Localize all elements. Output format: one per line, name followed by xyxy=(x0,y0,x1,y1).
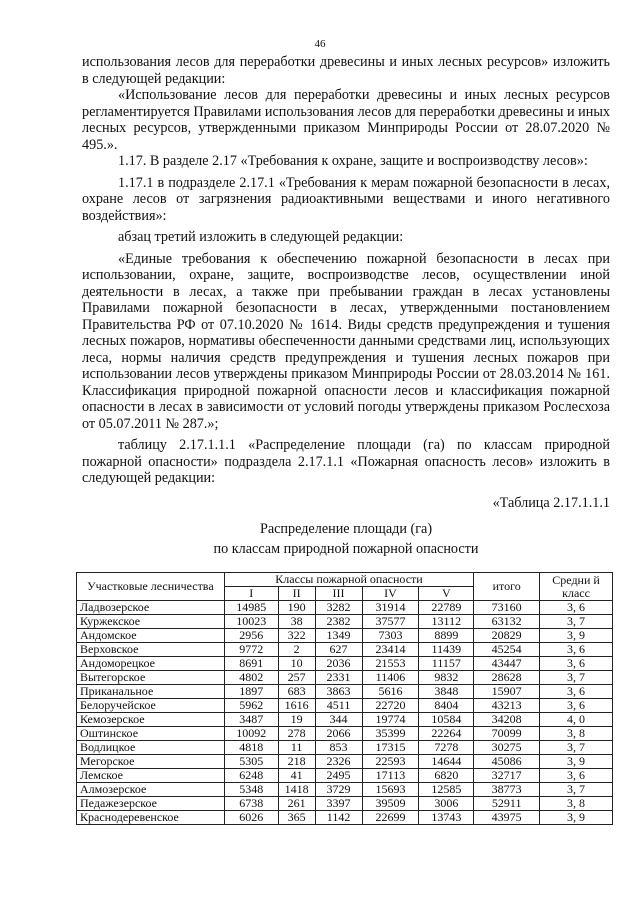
value-cell: 6248 xyxy=(224,769,278,783)
value-cell: 1418 xyxy=(278,783,315,797)
paragraph: таблицу 2.17.1.1.1 «Распределение площади (га) по классам природной пожарной опасности» подраздела 2.17.1.1 «Пожарная опасность лесов» изложить в следующей редакции: xyxy=(82,437,610,486)
forestry-name-cell: Куржекское xyxy=(77,615,225,629)
table-reference: «Таблица 2.17.1.1.1 xyxy=(492,494,610,511)
value-cell: 12585 xyxy=(419,783,474,797)
value-cell: 1897 xyxy=(224,685,278,699)
value-cell: 261 xyxy=(278,797,315,811)
document-body xyxy=(82,54,610,557)
value-cell: 43975 xyxy=(474,811,540,825)
value-cell: 7303 xyxy=(362,629,419,643)
value-cell: 10 xyxy=(278,657,315,671)
value-cell: 14644 xyxy=(419,755,474,769)
value-cell: 3, 8 xyxy=(540,797,613,811)
value-cell: 853 xyxy=(315,741,362,755)
value-cell: 30275 xyxy=(474,741,540,755)
value-cell: 3848 xyxy=(419,685,474,699)
forestry-name-cell: Верховское xyxy=(77,643,225,657)
value-cell: 3, 9 xyxy=(540,811,613,825)
value-cell: 15693 xyxy=(362,783,419,797)
value-cell: 2495 xyxy=(315,769,362,783)
value-cell: 1349 xyxy=(315,629,362,643)
table-row xyxy=(77,713,613,727)
value-cell: 3, 7 xyxy=(540,615,613,629)
forestry-name-cell: Водлицкое xyxy=(77,741,225,755)
forestry-name-cell: Андоморецкое xyxy=(77,657,225,671)
value-cell: 8899 xyxy=(419,629,474,643)
value-cell: 11406 xyxy=(362,671,419,685)
value-cell: 4802 xyxy=(224,671,278,685)
table-row xyxy=(77,755,613,769)
forestry-name-cell: Алмозерское xyxy=(77,783,225,797)
value-cell: 344 xyxy=(315,713,362,727)
forestry-name-cell: Краснодеревенское xyxy=(77,811,225,825)
value-cell: 4511 xyxy=(315,699,362,713)
value-cell: 3, 6 xyxy=(540,643,613,657)
value-cell: 627 xyxy=(315,643,362,657)
table-title: Распределение площади (га) xyxy=(259,521,433,537)
value-cell: 322 xyxy=(278,629,315,643)
value-cell: 5305 xyxy=(224,755,278,769)
value-cell: 43447 xyxy=(474,657,540,671)
value-cell: 9832 xyxy=(419,671,474,685)
value-cell: 3, 6 xyxy=(540,769,613,783)
value-cell: 2066 xyxy=(315,727,362,741)
value-cell: 365 xyxy=(278,811,315,825)
value-cell: 20829 xyxy=(474,629,540,643)
value-cell: 70099 xyxy=(474,727,540,741)
header-class: I xyxy=(224,587,278,601)
table-subtitle: по классам природной пожарной опасности xyxy=(213,540,479,557)
value-cell: 4818 xyxy=(224,741,278,755)
value-cell: 190 xyxy=(278,601,315,615)
value-cell: 3, 6 xyxy=(540,699,613,713)
table-row xyxy=(77,699,613,713)
forestry-name-cell: Белоручейское xyxy=(77,699,225,713)
header-total: итого xyxy=(474,573,540,601)
value-cell: 41 xyxy=(278,769,315,783)
paragraph: 1.17. В разделе 2.17 «Требования к охране, защите и воспроизводству лесов»: xyxy=(118,153,588,169)
value-cell: 5962 xyxy=(224,699,278,713)
forestry-name-cell: Лемское xyxy=(77,769,225,783)
table-row xyxy=(77,769,613,783)
page-number: 46 xyxy=(314,38,326,50)
table-row xyxy=(77,671,613,685)
header-forestry: Участковые лесничества xyxy=(77,573,225,601)
value-cell: 35399 xyxy=(362,727,419,741)
value-cell: 8691 xyxy=(224,657,278,671)
value-cell: 3, 6 xyxy=(540,685,613,699)
value-cell: 2326 xyxy=(315,755,362,769)
forestry-name-cell: Андомское xyxy=(77,629,225,643)
value-cell: 10584 xyxy=(419,713,474,727)
value-cell: 22699 xyxy=(362,811,419,825)
value-cell: 11157 xyxy=(419,657,474,671)
paragraph: «Использование лесов для переработки древесины и иных лесных ресурсов регламентируется Правилами использования лесов для переработки древесины и иных лесных ресурсов, утвержденными приказом Минприроды России от 28.07.2020 № 495.». xyxy=(82,87,610,153)
value-cell: 3, 6 xyxy=(540,601,613,615)
value-cell: 6820 xyxy=(419,769,474,783)
value-cell: 3729 xyxy=(315,783,362,797)
value-cell: 3, 9 xyxy=(540,755,613,769)
value-cell: 2 xyxy=(278,643,315,657)
fire-hazard-table xyxy=(76,572,613,825)
value-cell: 2036 xyxy=(315,657,362,671)
forestry-name-cell: Приканальное xyxy=(77,685,225,699)
table-row xyxy=(77,797,613,811)
value-cell: 34208 xyxy=(474,713,540,727)
value-cell: 7278 xyxy=(419,741,474,755)
value-cell: 22264 xyxy=(419,727,474,741)
value-cell: 28628 xyxy=(474,671,540,685)
value-cell: 13112 xyxy=(419,615,474,629)
table-row xyxy=(77,629,613,643)
value-cell: 3487 xyxy=(224,713,278,727)
value-cell: 23414 xyxy=(362,643,419,657)
value-cell: 3, 7 xyxy=(540,671,613,685)
value-cell: 45086 xyxy=(474,755,540,769)
value-cell: 683 xyxy=(278,685,315,699)
value-cell: 5616 xyxy=(362,685,419,699)
value-cell: 1616 xyxy=(278,699,315,713)
header-class: V xyxy=(419,587,474,601)
table-row xyxy=(77,615,613,629)
value-cell: 39509 xyxy=(362,797,419,811)
value-cell: 21553 xyxy=(362,657,419,671)
forestry-name-cell: Мегорское xyxy=(77,755,225,769)
value-cell: 32717 xyxy=(474,769,540,783)
value-cell: 19 xyxy=(278,713,315,727)
value-cell: 14985 xyxy=(224,601,278,615)
header-class: IV xyxy=(362,587,419,601)
header-class: II xyxy=(278,587,315,601)
table-row xyxy=(77,741,613,755)
value-cell: 1142 xyxy=(315,811,362,825)
header-avg-class: Средни й класс xyxy=(540,573,613,601)
table-row xyxy=(77,727,613,741)
value-cell: 17315 xyxy=(362,741,419,755)
forestry-name-cell: Вытегорское xyxy=(77,671,225,685)
value-cell: 73160 xyxy=(474,601,540,615)
value-cell: 3397 xyxy=(315,797,362,811)
forestry-name-cell: Оштинское xyxy=(77,727,225,741)
paragraph: абзац третий изложить в следующей редакции: xyxy=(118,229,404,245)
value-cell: 5348 xyxy=(224,783,278,797)
table-row xyxy=(77,643,613,657)
value-cell: 22593 xyxy=(362,755,419,769)
value-cell: 3282 xyxy=(315,601,362,615)
table-row xyxy=(77,811,613,825)
value-cell: 218 xyxy=(278,755,315,769)
value-cell: 3006 xyxy=(419,797,474,811)
header-class: III xyxy=(315,587,362,601)
value-cell: 3, 6 xyxy=(540,657,613,671)
value-cell: 2956 xyxy=(224,629,278,643)
value-cell: 3, 7 xyxy=(540,741,613,755)
value-cell: 6738 xyxy=(224,797,278,811)
value-cell: 8404 xyxy=(419,699,474,713)
value-cell: 22789 xyxy=(419,601,474,615)
header-classes: Классы пожарной опасности xyxy=(224,573,474,587)
value-cell: 6026 xyxy=(224,811,278,825)
value-cell: 15907 xyxy=(474,685,540,699)
value-cell: 31914 xyxy=(362,601,419,615)
table-row xyxy=(77,657,613,671)
value-cell: 278 xyxy=(278,727,315,741)
value-cell: 22720 xyxy=(362,699,419,713)
value-cell: 3, 7 xyxy=(540,783,613,797)
value-cell: 10023 xyxy=(224,615,278,629)
paragraph: «Единые требования к обеспечению пожарной безопасности в лесах при использовании, охране, защите, воспроизводстве лесов, осуществлении иной деятельности в лесах, а также при пребывании граждан в лесах установлены Правилами пожарной безопасности в лесах, утвержденными постановлением Правительства РФ от 07.10.2020 № 1614. Виды средств предупреждения и тушения лесных пожаров, нормативы обеспеченности данными средствами лиц, использующих леса, нормы наличия средств предупреждения и тушения лесных пожаров при использовании лесов утверждены приказом Минприроды России от 28.03.2014 № 161. Классификация природной пожарной опасности лесов и классификация пожарной опасности в лесах в зависимости от условий погоды утверждены приказом Рослесхоза от 05.07.2011 № 287.»; xyxy=(82,250,610,432)
value-cell: 4, 0 xyxy=(540,713,613,727)
value-cell: 3, 8 xyxy=(540,727,613,741)
value-cell: 257 xyxy=(278,671,315,685)
value-cell: 10092 xyxy=(224,727,278,741)
value-cell: 38 xyxy=(278,615,315,629)
forestry-name-cell: Ладвозерское xyxy=(77,601,225,615)
paragraph: 1.17.1 в подразделе 2.17.1 «Требования к мерам пожарной безопасности в лесах, охране лесов от загрязнения радиоактивными веществами и иного негативного воздействия»: xyxy=(82,174,610,224)
table-row xyxy=(77,685,613,699)
value-cell: 17113 xyxy=(362,769,419,783)
value-cell: 45254 xyxy=(474,643,540,657)
table-row xyxy=(77,783,613,797)
value-cell: 38773 xyxy=(474,783,540,797)
value-cell: 43213 xyxy=(474,699,540,713)
value-cell: 2382 xyxy=(315,615,362,629)
value-cell: 52911 xyxy=(474,797,540,811)
value-cell: 37577 xyxy=(362,615,419,629)
value-cell: 63132 xyxy=(474,615,540,629)
table-body xyxy=(77,601,613,825)
paragraph: использования лесов для переработки древесины и иных лесных ресурсов» изложить в следующей редакции: xyxy=(82,54,610,87)
forestry-name-cell: Кемозерское xyxy=(77,713,225,727)
value-cell: 19774 xyxy=(362,713,419,727)
value-cell: 13743 xyxy=(419,811,474,825)
forestry-name-cell: Педажезерское xyxy=(77,797,225,811)
table-row xyxy=(77,601,613,615)
value-cell: 11 xyxy=(278,741,315,755)
value-cell: 3, 9 xyxy=(540,629,613,643)
value-cell: 9772 xyxy=(224,643,278,657)
value-cell: 2331 xyxy=(315,671,362,685)
value-cell: 3863 xyxy=(315,685,362,699)
value-cell: 11439 xyxy=(419,643,474,657)
